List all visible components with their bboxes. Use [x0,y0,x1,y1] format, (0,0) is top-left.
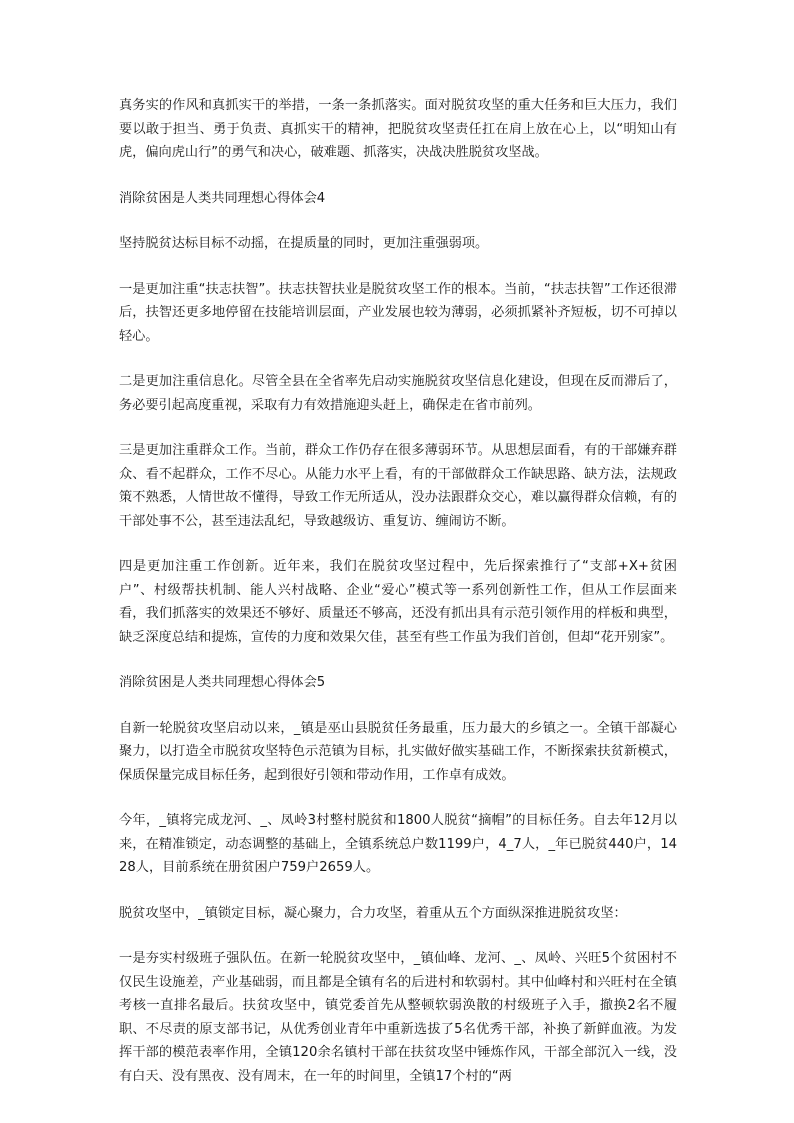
paragraph: 一是更加注重“扶志扶智”。扶志扶智扶业是脱贫攻坚工作的根本。当前，“扶志扶智”工作还很滞后，扶智还更多地停留在技能培训层面，产业发展也较为薄弱，必须抓紧补齐短板，切不可掉以轻心。 [119,281,677,344]
paragraph: 真务实的作风和真抓实干的举措，一条一条抓落实。面对脱贫攻坚的重大任务和巨大压力，我们要以敢于担当、勇于负责、真抓实干的精神，把脱贫攻坚责任扛在肩上放在心上，以“明知山有虎，偏向虎山行”的勇气和决心，破难题、抓落实，决战决胜脱贫攻坚战。 [119,98,677,160]
paragraph: 一是夯实村级班子强队伍。在新一轮脱贫攻坚中，_镇仙峰、龙河、_、凤岭、兴旺5个贫困村不仅民生设施差，产业基础弱，而且都是全镇有名的后进村和软弱村。其中仙峰村和兴旺村在全镇考核一直排名最后。扶贫攻坚中，镇党委首先从整顿软弱涣散的村级班子入手，撤换2名不履职、不尽责的原支部书记，从优秀创业青年中重新选拔了5名优秀干部，补换了新鲜血液。为发挥干部的模范表率作用，全镇120余名镇村干部在扶贫攻坚中锤炼作风，干部全部沉入一线，没有白天、没有黑夜、没有周末，在一年的时间里，全镇17个村的“两 [119,951,677,1084]
paragraph: 四是更加注重工作创新。近年来，我们在脱贫攻坚过程中，先后探索推行了“支部+X+贫困户”、村级帮扶机制、能人兴村战略、企业“爱心”模式等一系列创新性工作，但从工作层面来看，我们抓落实的效果还不够好、质量还不够高，还没有抓出具有示范引领作用的样板和典型，缺乏深度总结和提炼，宣传的力度和效果欠佳，甚至有些工作虽为我们首创，但却“花开别家”。 [119,559,677,645]
paragraph: 今年，_镇将完成龙河、_、凤岭3村整村脱贫和1800人脱贫“摘帽”的目标任务。自去年12月以来，在精准锁定，动态调整的基础上，全镇系统总户数1199户，4_7人，_年已脱贫440户，1428人，目前系统在册贫困户759户2659人。 [119,813,677,875]
section-heading: 消除贫困是人类共同理想心得体会4 [119,190,326,206]
section-heading: 消除贫困是人类共同理想心得体会5 [119,675,326,690]
paragraph: 自新一轮脱贫攻坚启动以来，_镇是巫山县脱贫任务最重，压力最大的乡镇之一。全镇干部凝心聚力，以打造全市脱贫攻坚特色示范镇为目标，扎实做好做实基础工作，不断探索扶贫新模式，保质保量完成目标任务，起到很好引领和带动作用，工作卓有成效。 [119,720,677,783]
paragraph: 坚持脱贫达标目标不动摇，在提质量的同时，更加注重强弱项。 [119,236,489,251]
paragraph: 脱贫攻坚中，_镇锁定目标，凝心聚力，合力攻坚，着重从五个方面纵深推进脱贫攻坚： [119,905,627,921]
paragraph: 三是更加注重群众工作。当前，群众工作仍存在很多薄弱环节。从思想层面看，有的干部嫌弃群众、看不起群众，工作不尽心。从能力水平上看，有的干部做群众工作缺思路、缺方法，法规政策不熟悉，人情世故不懂得，导致工作无所适从，没办法跟群众交心，难以赢得群众信赖，有的干部处事不公，甚至违法乱纪，导致越级访、重复访、缠闹访不断。 [119,443,677,529]
paragraph: 二是更加注重信息化。尽管全县在全省率先启动实施脱贫攻坚信息化建设，但现在反而滞后了，务必要引起高度重视，采取有力有效措施迎头赶上，确保走在省市前列。 [119,374,677,413]
